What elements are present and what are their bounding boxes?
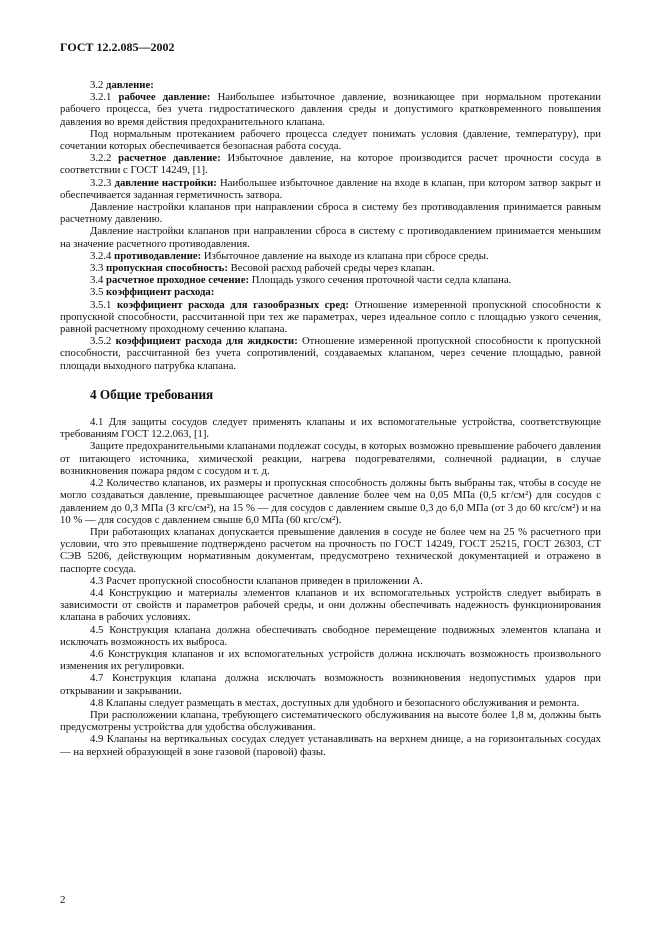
clause-3-2-3: 3.2.3 давление настройки: Наибольшее избыточное давление на входе в клапан, при котором затвор закрыт и обеспечивается заданная герметичность затвора.: [60, 176, 601, 201]
clause-3-4: 3.4 расчетное проходное сечение: Площадь узкого сечения проточной части седла клапана.: [90, 274, 512, 287]
clause-3-2-1: 3.2.1 рабочее давление: Наибольшее избыточное давление, возникающее при нормальном протекании рабочего процесса, без учета гидростатического давления среды и допустимого кратковременного повышения давления во время действия предохранительного клапана.: [60, 91, 601, 128]
clause-4-2-b: При работающих клапанах допускается превышение давления в сосуде не более чем на 25 % расчетного при условии, что это превышение подтверждено расчетом на прочность по ГОСТ 14249, ГОСТ 25215, ГОСТ 26303, СТ СЭВ 5206, действующим нормативным документам, предусмотрено технической документацией и отражено в паспорте сосуда.: [60, 525, 601, 575]
clause-4-1: 4.1 Для защиты сосудов следует применять клапаны и их вспомогательные устройства, соответствующие требованиям ГОСТ 12.2.063, [1].: [60, 416, 601, 441]
clause-3-2-1-note: Под нормальным протеканием рабочего процесса следует понимать условия (давление, температуру), при сочетании которых обеспечивается безопасная работа сосуда.: [60, 127, 601, 153]
section-4-heading: 4 Общие требования: [90, 386, 214, 402]
clause-3-5-1: 3.5.1 коэффициент расхода для газообразных сред: Отношение измеренной пропускной способности к пропускной способности, рассчитанной при тех же параметрах, через идеальное сопло с площадью узкого сечения, равной расчетному проходному сечению клапана.: [60, 298, 602, 336]
clause-4-1-b: Защите предохранительными клапанами подлежат сосуды, в которых возможно превышение рабочего давления от питающего источника, химической реакции, нагрева подогревателями, солнечной радиации, в случае возникновения пожара рядом с сосудом и т. д.: [60, 440, 601, 477]
clause-3-5-2: 3.5.2 коэффициент расхода для жидкости: Отношение измеренной пропускной способности к пропускной способности, рассчитанной без учета сопротивлений, создаваемых клапаном, через сечение площадью, равной площади выходного патрубка клапана.: [60, 335, 601, 372]
clause-4-9: 4.9 Клапаны на вертикальных сосудах следует устанавливать на верхнем днище, а на горизонтальных сосудах — на верхней образующей в зоне газовой (паровой) фазы.: [60, 733, 601, 758]
clause-3-2-4: 3.2.4 противодавление: Избыточное давление на выходе из клапана при сбросе среды.: [90, 249, 489, 262]
clause-3-3: 3.3 пропускная способность: Весовой расход рабочей среды через клапан.: [90, 262, 435, 275]
clause-4-8: 4.8 Клапаны следует размещать в местах, доступных для удобного и безопасного обслуживания и ремонта.: [90, 696, 580, 709]
clause-4-3: 4.3 Расчет пропускной способности клапанов приведен в приложении А.: [90, 574, 423, 587]
document-body: [60, 79, 601, 758]
document-header: ГОСТ 12.2.085—2002: [60, 40, 175, 54]
clause-3-5: 3.5 коэффициент расхода:: [90, 286, 215, 299]
clause-3-2-3-a: Давление настройки клапанов при направлении сброса в систему без противодавления принимается равным расчетному давлению.: [60, 201, 601, 226]
clause-3-2-3-b: Давление настройки клапанов при направлении сброса в систему с противодавлением принимается меньшим на значение расчетного противодавления.: [60, 225, 601, 250]
clause-4-2: 4.2 Количество клапанов, их размеры и пропускная способность должны быть выбраны так, чтобы в сосуде не могло создаваться давление, превышающее расчетное давление более чем на 0,05 МПа (0,5 кг/см²) для сосудов с давлением до 0,3 МПа (3 кгс/см²), на 15 % — для сосудов с давлением свыше 0,3 до 6,0 МПа (от 3 до 60 кгс/см²) и на 10 % — для сосудов с давлением свыше 6,0 МПа (60 кгс/см²).: [60, 477, 601, 526]
page-number: 2: [60, 894, 66, 906]
clause-4-6: 4.6 Конструкция клапанов и их вспомогательных устройств должна исключать возможность произвольного изменения их регулировки.: [60, 647, 601, 673]
clause-4-7: 4.7 Конструкция клапана должна исключать возможность возникновения недопустимых ударов при открывании и закрывании.: [60, 672, 601, 697]
clause-3-2: 3.2 давление:: [90, 79, 154, 91]
clause-4-4: 4.4 Конструкцию и материалы элементов клапанов и их вспомогательных устройств следует выбирать в зависимости от свойств и параметров рабочей среды, и они должны обеспечивать надежность функционирования клапана в рабочих условиях.: [60, 586, 601, 624]
clause-4-5: 4.5 Конструкция клапана должна обеспечивать свободное перемещение подвижных элементов клапана и исключать возможность их выброса.: [60, 623, 601, 648]
clause-4-8-b: При расположении клапана, требующего систематического обслуживания на высоте более 1,8 м, должны быть предусмотрены устройства для удобства обслуживания.: [60, 708, 601, 734]
clause-3-2-2: 3.2.2 расчетное давление: Избыточное давление, на которое производится расчет прочности сосуда в соответствии с ГОСТ 14249, [1].: [60, 152, 602, 177]
